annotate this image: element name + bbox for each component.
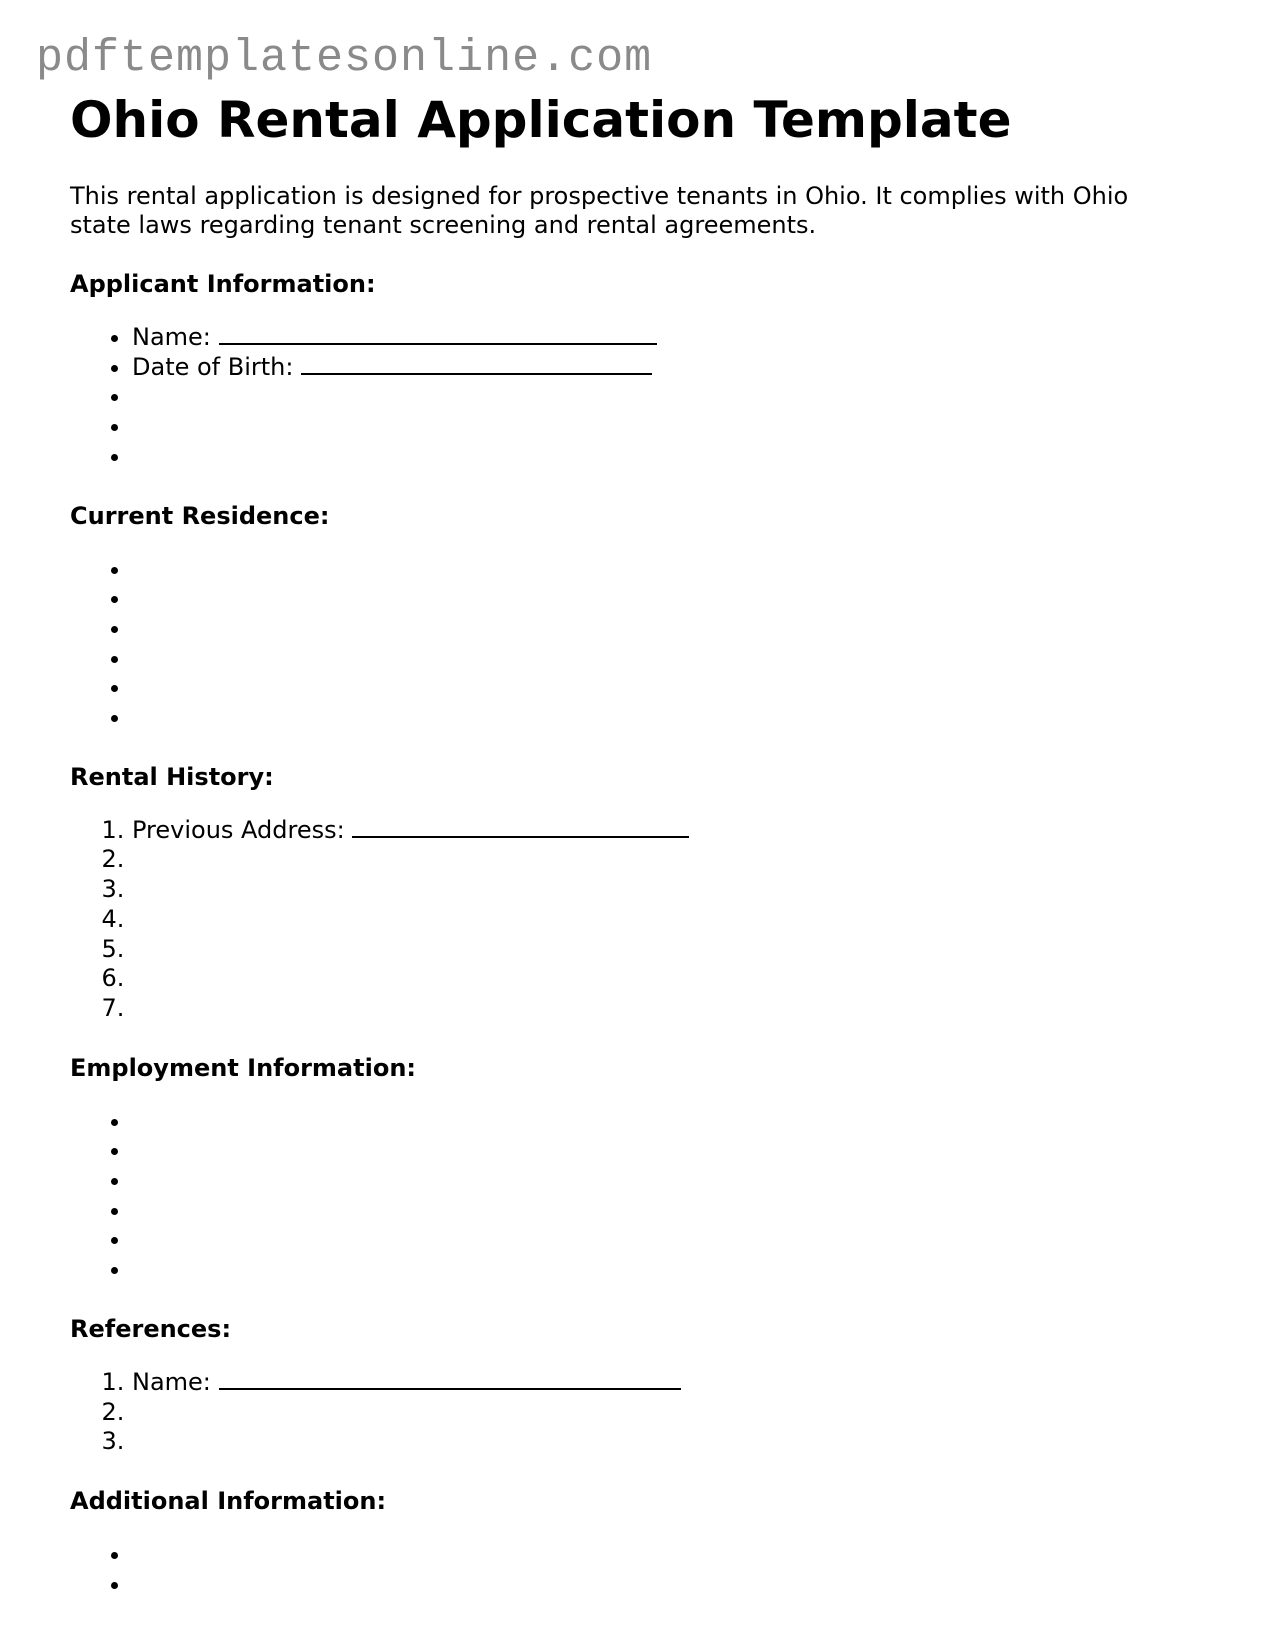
field-label-dob: Date of Birth: [132, 352, 294, 381]
list-item [132, 1540, 1220, 1570]
list-item [132, 382, 1220, 412]
field-label-name: Name: [132, 323, 211, 351]
section-heading-rental-history: Rental History: [70, 762, 274, 791]
list-item [132, 584, 1220, 614]
list-item [132, 644, 1220, 674]
rental-history-list [70, 816, 1220, 1024]
section-heading-employment: Employment Information: [70, 1053, 416, 1082]
field-label-reference-name: Name: [132, 1367, 211, 1396]
list-item [132, 905, 1220, 935]
list-item [132, 1136, 1220, 1166]
field-label-previous-address: Previous Address: [132, 815, 345, 844]
list-item [132, 994, 1220, 1024]
section-heading-references: References: [70, 1314, 232, 1343]
list-item [132, 1570, 1220, 1600]
list-item [132, 845, 1220, 875]
list-item [132, 1368, 1220, 1398]
applicant-list [70, 323, 1220, 472]
page-title: Ohio Rental Application Template [70, 91, 1012, 149]
list-item [132, 1107, 1220, 1137]
list-item [132, 442, 1220, 472]
list-item [132, 935, 1220, 965]
list-item [132, 875, 1220, 905]
reference-name-blank-line[interactable] [219, 1368, 681, 1390]
section-heading-applicant: Applicant Information: [70, 270, 376, 298]
employment-list [70, 1107, 1220, 1285]
references-list [70, 1368, 1220, 1457]
list-item [132, 412, 1220, 442]
list-item [132, 703, 1220, 733]
dob-blank-line[interactable] [301, 353, 652, 375]
list-item [132, 323, 1220, 353]
list-item [132, 1166, 1220, 1196]
list-item [132, 1196, 1220, 1226]
list-item [132, 1225, 1220, 1255]
list-item [132, 353, 1220, 383]
watermark: pdftemplatesonline.com [36, 33, 653, 84]
previous-address-blank-line[interactable] [352, 816, 689, 838]
list-item [132, 1255, 1220, 1285]
list-item [132, 614, 1220, 644]
residence-list [70, 555, 1220, 733]
list-item [132, 1427, 1220, 1457]
list-item [132, 964, 1220, 994]
section-heading-residence: Current Residence: [70, 501, 330, 530]
section-heading-additional: Additional Information: [70, 1486, 387, 1515]
additional-list [70, 1540, 1220, 1599]
list-item [132, 673, 1220, 703]
list-item [132, 816, 1220, 846]
document-page [70, 90, 1220, 1599]
list-item [132, 1398, 1220, 1428]
name-blank-line[interactable] [219, 323, 657, 345]
list-item [132, 555, 1220, 585]
intro-paragraph: This rental application is designed for prospective tenants in Ohio. It complies with Ohio state laws regarding tenant screening and rental agreements. [70, 182, 1129, 239]
